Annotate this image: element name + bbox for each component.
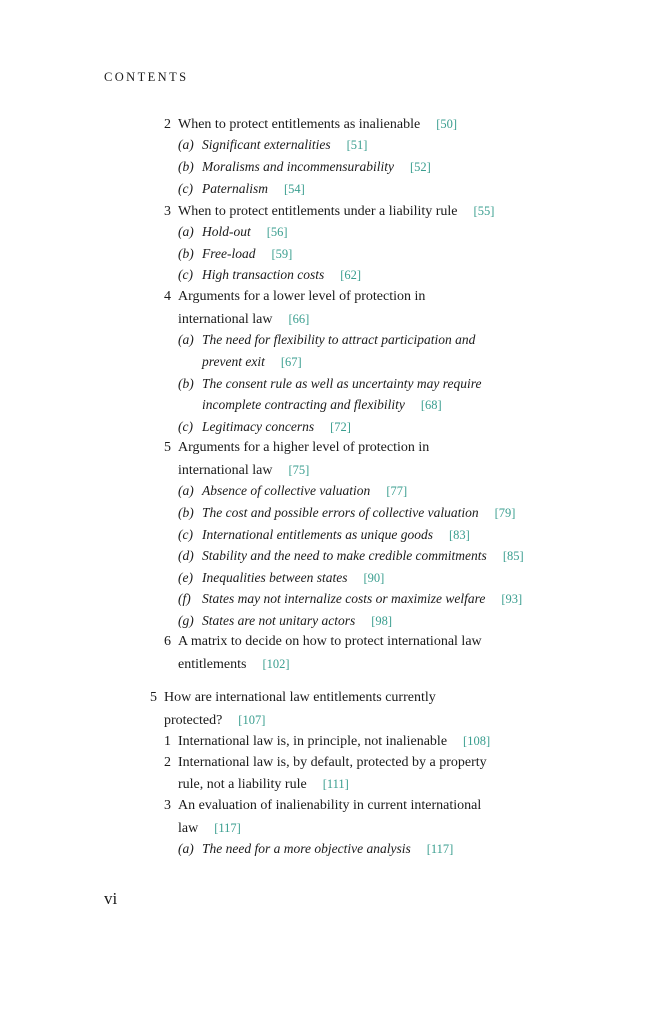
toc-page-ref[interactable]: [85]: [502, 549, 524, 563]
toc-entry-number: (b): [178, 159, 194, 174]
page-number: vi: [104, 889, 118, 908]
toc-entry[interactable]: [164, 732, 490, 751]
toc-page-ref[interactable]: [54]: [284, 182, 305, 196]
toc-entry-title: When to protect entitlements as inalienable: [178, 117, 421, 132]
toc-entry-continuation[interactable]: [178, 819, 241, 838]
toc-entry-title: Arguments for a higher level of protection in: [178, 440, 430, 455]
toc-page-ref[interactable]: [102]: [262, 657, 290, 671]
toc-entry-number: (a): [178, 137, 194, 152]
toc-entry-title: entitlements: [178, 657, 247, 672]
toc-entry[interactable]: [178, 375, 481, 393]
toc-entry-title: Legitimacy concerns: [202, 419, 315, 434]
toc-entry[interactable]: [178, 569, 384, 587]
toc-entry-title: The cost and possible errors of collective valuation: [202, 505, 479, 520]
toc-entry-number: 3: [164, 798, 171, 813]
toc-entry-title: The consent rule as well as uncertainty may require: [202, 376, 482, 391]
toc-page-ref[interactable]: [77]: [386, 484, 408, 498]
toc-page-ref[interactable]: [108]: [463, 734, 491, 748]
toc-page-ref[interactable]: [75]: [288, 463, 310, 477]
toc-entry-continuation[interactable]: [178, 655, 290, 674]
toc-entry[interactable]: [178, 590, 522, 608]
toc-page-ref[interactable]: [51]: [346, 138, 368, 152]
toc-page-ref[interactable]: [79]: [494, 506, 516, 520]
toc-entry[interactable]: [178, 158, 431, 176]
toc-entry[interactable]: [178, 266, 361, 284]
toc-entry-number: 2: [164, 117, 171, 132]
toc-entry-number: (f): [178, 591, 191, 606]
toc-entry-number: 5: [150, 690, 157, 705]
toc-page-ref[interactable]: [90]: [363, 571, 385, 585]
toc-page-ref[interactable]: [72]: [330, 420, 351, 434]
toc-entry-title: International entitlements as unique goods: [202, 527, 433, 542]
toc-page-ref[interactable]: [56]: [266, 225, 288, 239]
toc-entry[interactable]: [164, 288, 425, 306]
toc-entry-number: 6: [164, 634, 171, 649]
toc-entry-number: 1: [164, 734, 171, 749]
toc-entry[interactable]: [178, 526, 470, 544]
toc-entry[interactable]: [178, 840, 453, 858]
toc-entry[interactable]: [178, 331, 475, 349]
toc-entry-title: law: [178, 821, 199, 836]
toc-entry-title: Absence of collective valuation: [202, 483, 371, 498]
toc-entry-title: protected?: [164, 713, 223, 728]
toc-entry[interactable]: [150, 689, 436, 707]
toc-entry-number: (a): [178, 224, 194, 239]
running-header: CONTENTS: [104, 70, 189, 84]
toc-entry-number: (a): [178, 332, 194, 347]
toc-entry-title: States are not unitary actors: [202, 613, 356, 628]
toc-entry[interactable]: [164, 797, 481, 815]
toc-entry-title: Paternalism: [202, 181, 268, 196]
toc-entry-title: Significant externalities: [202, 137, 331, 152]
toc-entry-title: International law is, in principle, not inalienable: [178, 734, 448, 749]
toc-entry[interactable]: [164, 115, 457, 134]
toc-entry-title: The need for flexibility to attract participation and: [202, 332, 476, 347]
toc-entry[interactable]: [178, 418, 351, 436]
toc-page-ref[interactable]: [98]: [371, 614, 393, 628]
toc-entry[interactable]: [178, 136, 367, 154]
toc-entry-number: (c): [178, 181, 193, 196]
toc-entry-number: (b): [178, 246, 194, 261]
toc-entry-title: Moralisms and incommensurability: [202, 159, 394, 174]
toc-entry[interactable]: [178, 482, 407, 500]
toc-entry-title: international law: [178, 463, 273, 478]
toc-entry-title: Free-load: [202, 246, 256, 261]
toc-entry[interactable]: [178, 245, 292, 263]
toc-page-ref[interactable]: [50]: [436, 117, 458, 131]
toc-entry-title: An evaluation of inalienability in current international: [178, 798, 482, 813]
toc-entry-number: (d): [178, 548, 194, 563]
toc-entry-number: (a): [178, 483, 194, 498]
toc-entry-number: (a): [178, 841, 194, 856]
toc-entry[interactable]: [164, 439, 429, 457]
toc-entry-title: How are international law entitlements currently: [164, 690, 436, 705]
toc-entry-title: States may not internalize costs or maximize welfare: [202, 591, 486, 606]
toc-entry[interactable]: [178, 504, 515, 522]
toc-entry[interactable]: [178, 612, 392, 630]
toc-entry-number: 5: [164, 440, 171, 455]
toc-entry-title: prevent exit: [202, 354, 265, 369]
toc-entry-continuation[interactable]: [178, 775, 349, 794]
toc-page-ref[interactable]: [93]: [501, 592, 523, 606]
toc-page-ref[interactable]: [55]: [473, 204, 495, 218]
toc-entry[interactable]: [164, 633, 482, 651]
toc-entry[interactable]: [164, 754, 487, 772]
toc-entry[interactable]: [164, 202, 494, 221]
toc-entry-number: (c): [178, 527, 193, 542]
toc-entry-title: The need for a more objective analysis: [202, 841, 411, 856]
toc-entry-number: 4: [164, 289, 171, 304]
toc-page-ref[interactable]: [111]: [322, 777, 349, 791]
toc-page-ref[interactable]: [52]: [410, 160, 431, 174]
toc-entry-title: international law: [178, 312, 273, 327]
toc-entry-continuation[interactable]: [164, 711, 265, 730]
toc-entry-continuation[interactable]: [202, 396, 442, 414]
toc-entry-number: 3: [164, 204, 171, 219]
toc-entry-continuation[interactable]: [202, 353, 302, 371]
toc-entry-title: Hold-out: [202, 224, 251, 239]
toc-entry[interactable]: [178, 547, 524, 565]
toc-entry-number: (e): [178, 570, 193, 585]
toc-entry-title: rule, not a liability rule: [178, 777, 307, 792]
toc-page-ref[interactable]: [117]: [426, 842, 454, 856]
toc-entry-continuation[interactable]: [178, 461, 309, 480]
toc-entry-title: When to protect entitlements under a liability rule: [178, 204, 458, 219]
toc-page-ref[interactable]: [62]: [340, 268, 362, 282]
toc-entry-title: Arguments for a lower level of protection in: [178, 289, 426, 304]
toc-entry-title: Stability and the need to make credible commitments: [202, 548, 487, 563]
toc-entry-number: (c): [178, 419, 193, 434]
toc-entry-number: 2: [164, 755, 171, 770]
toc-entry-title: High transaction costs: [202, 267, 325, 282]
toc-entry-title: incomplete contracting and flexibility: [202, 397, 405, 412]
toc-entry-number: (g): [178, 613, 194, 628]
toc-entry-number: (b): [178, 505, 194, 520]
toc-page-ref[interactable]: [66]: [288, 312, 310, 326]
toc-entry[interactable]: [178, 180, 305, 198]
toc-entry-title: International law is, by default, protected by a property: [178, 755, 487, 770]
toc-entry-title: A matrix to decide on how to protect international law: [178, 634, 482, 649]
toc-page-ref[interactable]: [59]: [271, 247, 293, 261]
toc-entry[interactable]: [178, 223, 288, 241]
toc-page-ref[interactable]: [107]: [238, 713, 266, 727]
toc-page-ref[interactable]: [117]: [214, 821, 241, 835]
toc-page-ref[interactable]: [83]: [448, 528, 470, 542]
toc-page-ref[interactable]: [67]: [280, 355, 302, 369]
toc-page-ref[interactable]: [68]: [420, 398, 442, 412]
toc-entry-number: (b): [178, 376, 194, 391]
toc-entry-number: (c): [178, 267, 193, 282]
toc-entry-continuation[interactable]: [178, 310, 309, 329]
toc-entry-title: Inequalities between states: [202, 570, 348, 585]
